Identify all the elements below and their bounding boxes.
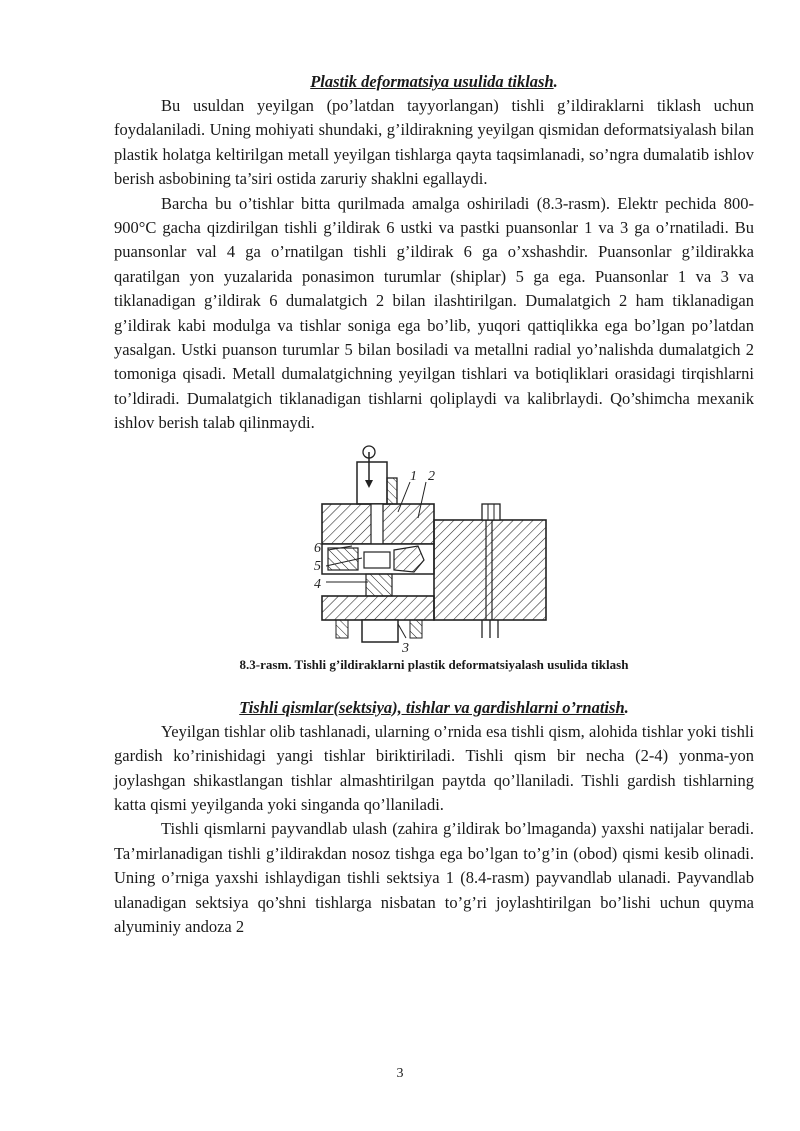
section-1-paragraph-2: Barcha bu o’tishlar bitta qurilmada amalga oshiriladi (8.3-rasm). Elektr pechida 800-900°C gacha qizdirilgan tishli g’ildirak 6 ustki va pastki puansonlar 1 va 3 ga o’rnatiladi. Bu puansonlar val 4 ga o’rnatilgan tishli g’ildirak 6 ga o’xshashdir. Puansonlar g’ildirakka qaratilgan yon yuzalarida ponasimon turumlar (shiplar) 5 ga ega. Puansonlar 1 va 3 va tiklanadigan g’ildirak 6 dumalatgich 2 bilan ilashtirilgan. Dumalatgich 2 ham tiklanadigan g’ildirak kabi modulga va tishlar soniga ega bo’lib, yuqori qattiqlikka ega bo’lgan po’latdan yasalgan. Ustki puanson turumlar 5 bilan bosiladi va metallni radial yo’nalishda dumalatgich 2 tomoniga qisadi. Metall dumalatgichning yeyilgan tishlari va botiqliklari orasidagi tirqishlarni to’ldiradi. Dumalatgich tiklanadigan tishlarni qoliplaydi va kalibrlaydi. Qo’shimcha mexanik ishlov berish talab qilinmaydi. xyxy=(114,193,754,433)
label-3: 3 xyxy=(402,640,409,654)
label-5: 5 xyxy=(314,558,321,574)
label-2: 2 xyxy=(428,468,435,484)
section-1-paragraph-1: Bu usuldan yeyilgan (po’latdan tayyorlangan) tishli g’ildiraklarni tiklash uchun foydalaniladi. Uning mohiyati shundaki, g’ildirakning yeyilgan qismidan deformatsiyalash bilan plastik holatga keltirilgan metall yeyilgan tishlarga qayta taqsimlanadi, so’ngra dumalatib ishlov berish asbobining ta’siri ostida zaruriy shaklni egallaydi. xyxy=(114,96,754,189)
section-2-title: Tishli qismlar(sektsiya), tishlar va gardishlarni o’rnatish. xyxy=(239,697,629,717)
figure-8-3 xyxy=(114,442,754,652)
figure-caption: 8.3-rasm. Tishli g’ildiraklarni plastik deformatsiyalash usulida tiklash xyxy=(239,656,629,672)
label-4: 4 xyxy=(314,576,321,592)
label-6: 6 xyxy=(314,540,321,556)
gear-restoration-drawing xyxy=(314,442,554,654)
section-2-paragraph-1: Yeyilgan tishlar olib tashlanadi, ularning o’rnida esa tishli qism, alohida tishlar yoki tishli gardish ko’rinishidagi yangi tishlar biriktiriladi. Tishli qism bir necha (2-4) yonma-yon joylashgan shikastlangan tishlar almashtirilgan paytda qo’llaniladi. Tishli gardish tishlarning katta qismi yeyilganda yoki singanda qo’llaniladi. xyxy=(114,721,754,814)
section-1-title: Plastik deformatsiya usulida tiklash. xyxy=(310,72,558,91)
section-2-paragraph-2: Tishli qismlarni payvandlab ulash (zahira g’ildirak bo’lmaganda) yaxshi natijalar beradi. Ta’mirlanadigan tishli g’ildirakdan nosoz tishga ega bo’lgan to’g’in (obod) qismi kesib olinadi. Uning o’rniga yaxshi ishlaydigan tishli sektsiya 1 (8.4-rasm) payvandlab ulanadi. Payvandlab ulanadigan sektsiya qo’shni tishlarga nisbatan to’g’ri joylashtirilgan bo’lishi uchun quyma alyuminiy andoza 2 xyxy=(114,819,754,936)
document-page xyxy=(114,70,754,939)
force-arrow-icon xyxy=(363,446,375,488)
label-1: 1 xyxy=(410,468,417,484)
page-number: 3 xyxy=(396,1066,404,1081)
